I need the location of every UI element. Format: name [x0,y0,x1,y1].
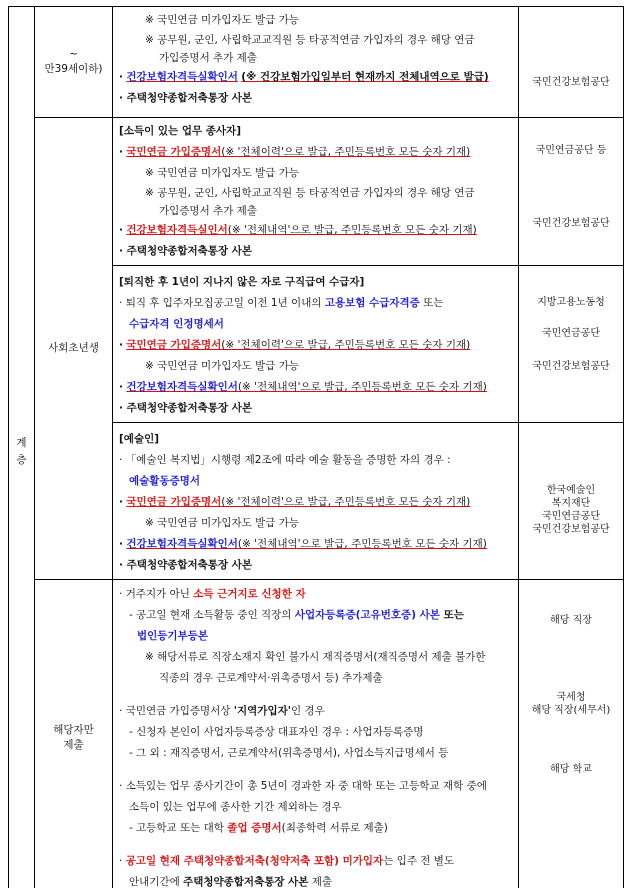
bank-doc-line [119,398,514,419]
bank-doc: 주택청약종합저축통장 사본 [126,559,253,571]
health-doc-note: (※ '전체내역'으로 발급, 주민등록번호 모든 숫자 기재) [237,381,487,393]
health-doc-line [119,534,514,555]
bullet: · [119,588,123,600]
bullet: · [119,402,123,414]
pension-doc: 국민연금 가입증명서 [126,146,222,158]
bullet: · [119,454,123,466]
bank-doc: 주택청약종합저축통장 사본 [183,876,309,888]
graduation-doc: 졸업 증명서 [227,822,282,834]
employment-line [119,293,514,314]
artist-line [119,450,514,471]
section-header: [예술인] [119,433,160,445]
row-income-workers [9,118,624,266]
note-line: ※ 국민연금 미가입자도 발급 가능 [145,14,300,26]
health-doc: 건강보험자격득실확인서 [126,381,238,393]
non-subscriber-condition: 공고일 현재 주택청약종합저축(청약저축 포함) 미가입자 [125,855,384,867]
org-cell [519,118,624,266]
bullet: · [119,339,123,351]
org-label: 해당 직장(세무서) [531,705,611,716]
employment-doc-alt: 수급자격 인정명세서 [129,318,224,330]
text-span: 거주지가 아닌 [125,588,194,600]
bullet: · [119,92,123,104]
corp-registry-doc: 법인등기부등본 [137,630,209,642]
text-span: 제출 [308,876,333,888]
note-line: 가입증명서 추가 제출 [159,52,257,64]
org-label: 국세청 [556,692,586,703]
note-line: ※ 국민연금 미가입자도 발급 가능 [145,167,300,179]
income-base-condition: 소득 근거지로 신청한 자 [193,588,306,600]
health-doc: 건강보험자격득실확인서 [126,538,238,550]
category-cell [35,580,113,888]
org-label: 국민건강보험공단 [532,524,610,535]
health-doc: 건강보험자격득실인서 [126,224,228,236]
row-under-39 [9,7,624,118]
category-label: 제출 [63,739,84,751]
org-label: 국민건강보험공단 [532,76,610,88]
school-period-line [119,776,514,797]
text-span: 퇴직 후 입주자모집공고일 이전 1년 이내의 [125,297,325,309]
regional-member-line [119,701,514,722]
note-line: ※ 공무원, 군인, 사립학교교직원 등 타공적연금 가입자의 경우 해당 연금 [145,34,475,46]
bullet: · [119,71,123,83]
note-line: ※ 해당서류로 직장소재지 확인 불가시 재직증명서(재직증명서 제출 불가한 [145,651,486,663]
bullet: · [119,297,123,309]
category-label: 만39세이하) [44,63,103,75]
bullet: · [119,705,123,717]
note-line: ※ 공무원, 군인, 사립학교교직원 등 타공적연금 가입자의 경우 해당 연금 [145,187,475,199]
artist-doc: 예술활동증명서 [129,475,201,487]
side-label-top: 계 [16,436,27,449]
regional-member-label: '지역가입자' [233,705,291,717]
org-cell [519,266,624,423]
category-tilde: ~ [69,47,78,60]
pension-doc-line [119,335,514,356]
note-line: 소득이 있는 업무에 종사한 기간 제외하는 경우 [129,801,342,813]
org-label: 국민연금공단 [542,511,600,522]
business-reg-line [119,605,514,626]
health-doc-note: (※ '전체내역'으로 발급, 주민등록번호 모든 숫자 기재) [227,224,477,236]
pension-doc-note: (※ '전체이력'으로 발급, 주민등록번호 모든 숫자 기재) [221,496,471,508]
text-span: 또는 [439,609,464,621]
org-cell [519,580,624,888]
category-cell-young [35,118,113,580]
bullet: · [119,381,123,393]
text-span: 소득있는 업무 종사기간이 총 5년이 경과한 자 중 대학 또는 고등학교 재학 중에 [125,780,487,792]
org-label: 지방고용노동청 [537,297,605,308]
bullet: · [119,496,123,508]
text-span: 또는 [419,297,444,309]
org-label: 국민건강보험공단 [532,218,610,229]
bullet: · [119,780,123,792]
side-label-bottom: 층 [16,453,27,466]
bullet: · [119,538,123,550]
business-reg-doc: 사업자등록증(고유번호증) 사본 [294,609,440,621]
bank-doc: 주택청약종합저축통장 사본 [126,245,253,257]
text-span: - 공고일 현재 소득활동 중인 직장의 [129,609,295,621]
bank-doc-line [119,241,514,262]
health-doc-note: (※ 건강보험가입일부터 현재까지 전체내역으로 발급) [241,71,489,83]
documents-table [8,6,624,888]
employment-doc: 고용보험 수급자격증 [324,297,420,309]
text-span: 인 경우 [290,705,325,717]
side-label [9,7,35,888]
org-label: 한국예술인 [546,485,596,496]
org-cell [519,423,624,580]
note-line: 직종의 경우 근로계약서·위촉증명서 등) 추가제출 [159,672,383,684]
bullet: · [119,559,123,571]
doc-list [113,118,519,266]
bank-doc: 주택청약종합저축통장 사본 [126,402,253,414]
category-label: 사회초년생 [48,341,99,354]
section-header: [소득이 있는 업무 종사자] [119,125,241,137]
bullet: · [119,146,123,158]
note-line: 가입증명서 추가 제출 [159,205,257,217]
bullet: · [119,245,123,257]
note-line: - 그 외 : 재직증명서, 근로계약서(위촉증명서), 사업소득지급명세서 등 [129,747,449,759]
note-line: ※ 국민연금 미가입자도 발급 가능 [145,517,300,529]
org-label: 해당 학교 [550,764,592,775]
bank-doc: 주택청약종합저축통장 사본 [126,92,253,104]
pension-doc-line [119,142,514,163]
category-label: 해당자만 [53,723,94,736]
pension-doc-note: (※ '전체이력'으로 발급, 주민등록번호 모든 숫자 기재) [221,339,471,351]
graduation-line [119,818,514,839]
pension-doc: 국민연금 가입증명서 [126,496,222,508]
document-page [8,6,623,888]
section-header: [퇴직한 후 1년이 지나지 않은 자로 구직급여 수급자] [119,276,365,288]
org-label: 국민연금공단 등 [535,145,607,156]
pension-doc-line [119,492,514,513]
health-doc-note: (※ '전체내역'으로 발급, 주민등록번호 모든 숫자 기재) [237,538,487,550]
health-doc-line [119,67,514,88]
health-doc: 건강보험자격득실확인서 [126,71,238,83]
org-label: 해당 직장 [550,615,592,626]
org-label: 국민건강보험공단 [532,361,610,372]
doc-list [113,7,519,118]
note-line: ※ 국민연금 미가입자도 발급 가능 [145,360,300,372]
org-cell [519,7,624,118]
org-label: 복지재단 [551,498,591,509]
category-cell [35,7,113,118]
non-subscriber-line [119,851,514,872]
bullet: · [119,224,123,236]
text-span: 국민연금 가입증명서상 [125,705,234,717]
bank-doc-line [119,555,514,576]
text-span: (최종학력 서류로 제출) [281,822,388,834]
health-doc-line [119,377,514,398]
doc-list [113,266,519,423]
health-doc-line [119,220,514,241]
pension-doc-note: (※ '전체이력'으로 발급, 주민등록번호 모든 숫자 기재) [221,146,471,158]
note-line: - 신청자 본인이 사업자등록증상 대표자인 경우 : 사업자등록증명 [129,726,424,738]
doc-list [113,423,519,580]
income-base-line [119,584,514,605]
org-label: 국민연금공단 [542,328,600,339]
row-applicable-only [9,580,624,888]
bullet: · [119,855,123,867]
text-span: 는 입주 전 별도 [383,855,455,867]
doc-list [113,580,519,888]
text-span: 「예술인 복지법」시행령 제2조에 따라 예술 활동을 증명한 자의 경우 : [125,454,451,466]
text-span: 안내기간에 [129,876,184,888]
text-span: - 고등학교 또는 대학 [129,822,228,834]
pension-doc: 국민연금 가입증명서 [126,339,222,351]
non-subscriber-line-2 [119,872,514,888]
bank-doc-line [119,88,514,109]
